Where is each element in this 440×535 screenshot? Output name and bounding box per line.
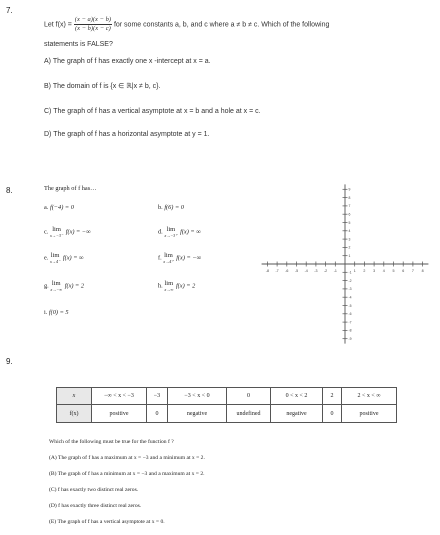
q8-item-e [44,253,84,264]
sign-chart-cell: negative [168,405,227,423]
q7-intro-line2: statements is FALSE? [44,41,113,48]
q9-option-b[interactable]: (B) The graph of f has a minimum at x = −3 and a maximum at x = 2. [49,471,205,477]
q8-item-label: c. [44,228,49,236]
sign-chart-row-label: f(x) [57,405,92,423]
y-axis-tick-label: -4 [348,295,352,300]
sign-chart-header-cell: 2 < x < ∞ [342,388,397,405]
limit-subscript: x→4⁺ [163,259,174,264]
x-axis-tick-label: 2 [363,269,366,273]
limit-word: lim [51,280,61,287]
q8-item-label: f. [158,254,162,262]
q7-intro-suffix: for some constants a, b, and c where a ≠ b ≠ c. Which of the following [113,21,330,29]
q8-item-expr: f(x) = −∞ [176,254,202,262]
x-axis-tick-label: -2 [323,269,328,273]
q8-item-label: h. [158,282,163,290]
limit-subscript: x→∞ [164,287,174,292]
q8-item-b [158,205,184,211]
q8-item-d [158,227,201,238]
q8-item-label: i. [44,309,48,316]
y-axis-tick-label: -2 [348,278,352,283]
x-axis-tick-label: 8 [421,269,424,273]
x-axis-tick-label: -5 [294,269,299,273]
sign-chart-header-cell: −3 [147,388,168,405]
q9-question: Which of the following must be true for the function f ? [49,439,174,445]
q9-option-e[interactable]: (E) The graph of f has a vertical asymptote at x = 0. [49,519,165,525]
q8-limit [50,253,60,264]
q9-option-d[interactable]: (D) f has exactly three distinct real zeros. [49,503,142,509]
limit-subscript: x→−∞ [50,287,63,292]
q8-item-expr: f(−4) = 0 [49,204,74,211]
limit-word: lim [164,280,174,287]
q8-limit [163,253,173,264]
y-axis-tick-label: -1 [348,270,352,275]
q8-item-i [44,310,69,316]
q8-item-expr: f(x) = ∞ [62,254,84,262]
sign-chart-header-cell: −3 < x < 0 [168,388,227,405]
x-axis-tick-label: 4 [382,269,385,273]
q8-item-label: e. [44,254,49,262]
q8-item-expr: f(x) = 2 [64,282,85,290]
x-axis-tick-label: -8 [265,269,270,273]
x-axis-tick-label: -4 [304,269,308,273]
q8-item-f [158,253,201,264]
q8-item-label: b. [158,204,163,211]
x-axis-tick-label: -7 [275,269,279,273]
question-number-8: 8. [6,186,13,195]
limit-subscript: x→4⁻ [49,259,61,264]
sign-chart-header-cell: x [57,388,92,405]
x-axis-tick-label: 6 [402,269,405,273]
q8-item-g [44,281,84,292]
q7-option-b[interactable]: B) The domain of f is {x ∈ ℝ|x ≠ b, c}. [44,83,161,90]
y-axis-tick-label: 4 [348,229,351,234]
y-axis-tick-label: 7 [348,204,351,209]
q7-option-c[interactable]: C) The graph of f has a vertical asymptote at x = b and a hole at x = c. [44,108,261,115]
limit-word: lim [164,252,173,259]
y-axis-tick-label: -6 [348,312,352,317]
x-axis-tick-label: -1 [333,269,337,273]
q7-fraction-denominator: (x − b)(x − c) [74,25,111,32]
q8-item-label: g. [44,282,49,290]
q8-limit [50,281,62,292]
sign-chart-header-cell: 2 [323,388,342,405]
x-axis-tick-label: 3 [373,269,376,273]
sign-chart-cell: undefined [227,405,271,423]
question-number-7: 7. [6,6,13,15]
q7-intro [44,16,329,33]
q8-item-expr: f(x) = 2 [175,282,196,290]
x-axis-tick-label: -6 [285,269,289,273]
sign-chart-header-cell: −∞ < x < −3 [92,388,147,405]
sign-chart-cell: 0 [147,405,168,423]
q8-item-h [158,281,195,292]
q8-limit [164,227,177,238]
sign-chart-cell: negative [271,405,323,423]
limit-word: lim [166,226,176,233]
y-axis-tick-label: -5 [348,303,352,308]
sign-chart-header-cell: 0 [227,388,271,405]
q8-item-expr: f(x) = −∞ [65,228,91,236]
q9-option-a[interactable]: (A) The graph of f has a maximum at x = −3 and a minimum at x = 2. [49,455,205,461]
x-axis-tick-label: 1 [353,269,356,273]
y-axis-tick-label: 8 [348,195,351,200]
q8-item-label: d. [158,228,163,236]
q9-option-c[interactable]: (C) f has exactly two distinct real zeros. [49,487,139,493]
q8-coordinate-grid[interactable] [258,180,438,350]
limit-subscript: x→−3⁺ [164,233,178,238]
y-axis-tick-label: 9 [348,187,351,192]
q9-sign-chart [56,387,397,423]
sign-chart-cell: positive [92,405,147,423]
y-axis-tick-label: 5 [348,220,351,225]
y-axis-tick-label: -8 [348,328,352,333]
y-axis-tick-label: 1 [348,254,351,258]
question-number-9: 9. [6,357,13,366]
x-axis-tick-label: 5 [392,269,395,273]
limit-word: lim [52,226,61,233]
q8-limit [164,281,173,292]
q7-intro-prefix: Let f(x) = [44,21,72,29]
y-axis-tick-label: 3 [348,237,351,242]
x-axis-tick-label: -3 [314,269,318,273]
x-axis-tick-label: 7 [411,269,414,273]
sign-chart-cell: 0 [323,405,342,423]
q8-item-expr: f(0) = 5 [48,309,69,316]
y-axis-tick-label: -3 [348,287,352,292]
sign-chart-header-cell: 0 < x < 2 [271,388,323,405]
y-axis-tick-label: 6 [348,212,351,217]
q8-item-label: a. [44,204,49,211]
sign-chart-cell: positive [342,405,397,423]
q8-intro: The graph of f has… [44,185,97,192]
q8-item-a [44,205,74,211]
y-axis-tick-label: 2 [348,245,351,250]
q8-limit [50,227,63,238]
limit-subscript: x→−3⁻ [49,233,64,238]
q7-option-d[interactable]: D) The graph of f has a horizontal asymptote at y = 1. [44,131,210,138]
limit-word: lim [50,252,60,259]
q8-item-c [44,227,91,238]
y-axis-tick-label: -7 [348,320,352,325]
q8-item-expr: f(6) = 0 [164,204,184,211]
q7-fraction-numerator: (x − a)(x − b) [74,16,111,23]
q8-item-expr: f(x) = ∞ [180,228,201,236]
q7-option-a[interactable]: A) The graph of f has exactly one x -intercept at x = a. [44,58,211,65]
y-axis-tick-label: -9 [348,337,352,341]
q7-function-fraction [74,16,112,33]
